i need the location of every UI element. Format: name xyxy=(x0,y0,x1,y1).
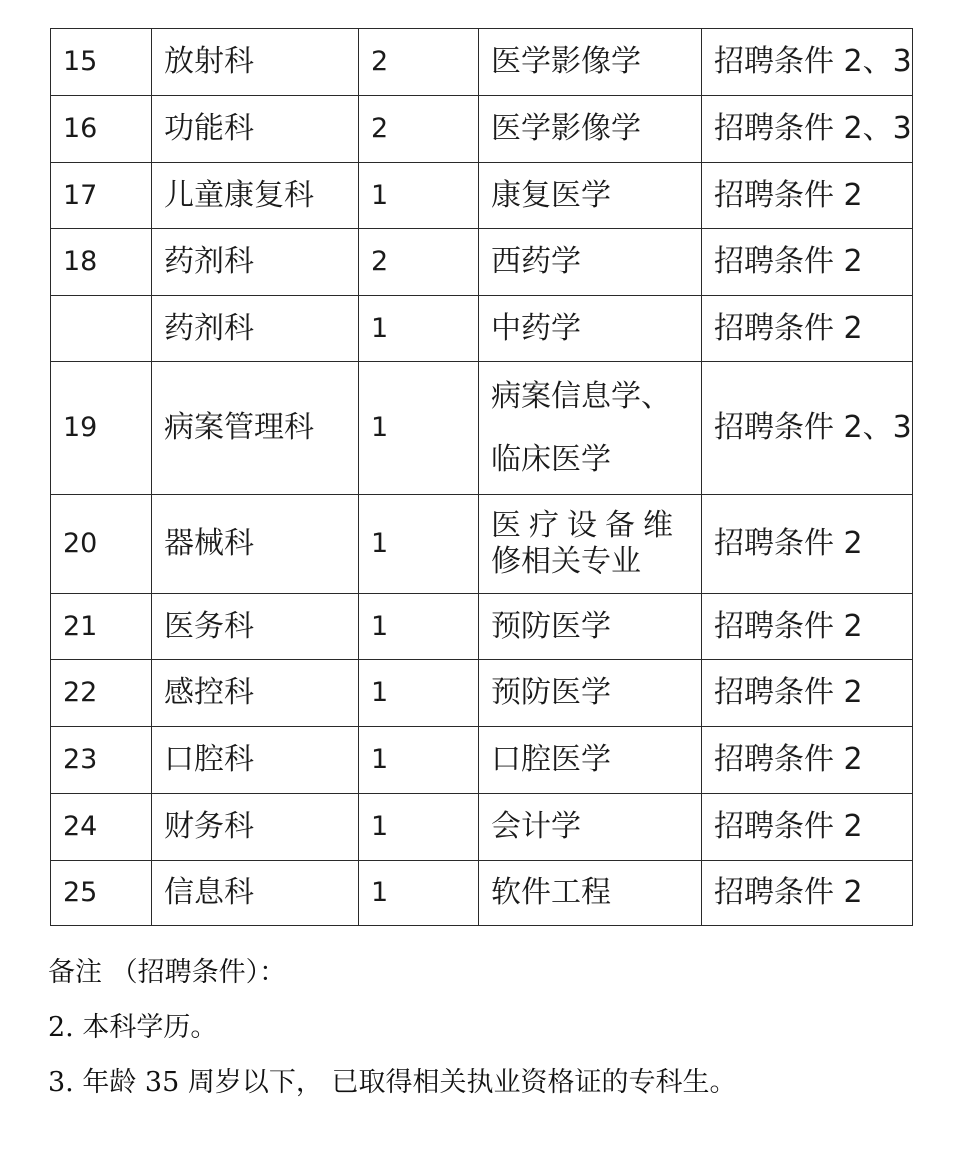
condition-cell: 招聘条件 2 xyxy=(702,495,913,594)
major-cell xyxy=(479,229,702,296)
notes-section xyxy=(48,945,736,1110)
major-cell xyxy=(479,727,702,794)
table-row xyxy=(51,794,913,861)
department-cell: 信息科 xyxy=(152,861,359,926)
recruitment-table-container xyxy=(50,28,912,926)
major-text: 中药学 xyxy=(491,310,581,346)
major-text: 会计学 xyxy=(491,809,581,845)
headcount-cell: 1 xyxy=(359,594,479,660)
major-text: 康复医学 xyxy=(491,177,611,213)
major-text: 医学影像学 xyxy=(491,44,641,80)
condition-cell: 招聘条件 2 xyxy=(702,229,913,296)
department-cell: 医务科 xyxy=(152,594,359,660)
table-row xyxy=(51,163,913,229)
department-cell: 财务科 xyxy=(152,794,359,861)
row-number: 19 xyxy=(51,362,152,495)
table-row xyxy=(51,594,913,660)
notes-item-3: 3. 年龄 35 周岁以下， 已取得相关执业资格证的专科生。 xyxy=(48,1067,737,1098)
table-row xyxy=(51,29,913,96)
major-cell xyxy=(479,96,702,163)
headcount-cell: 1 xyxy=(359,495,479,594)
row-number xyxy=(51,296,152,362)
condition-cell: 招聘条件 2 xyxy=(702,163,913,229)
headcount-cell: 2 xyxy=(359,229,479,296)
condition-cell: 招聘条件 2、3 xyxy=(702,362,913,495)
row-number: 21 xyxy=(51,594,152,660)
row-number: 20 xyxy=(51,495,152,594)
table-row xyxy=(51,362,913,495)
major-text: 预防医学 xyxy=(491,608,611,644)
department-cell: 放射科 xyxy=(152,29,359,96)
row-number: 24 xyxy=(51,794,152,861)
table-row xyxy=(51,96,913,163)
headcount-cell: 2 xyxy=(359,96,479,163)
condition-cell: 招聘条件 2 xyxy=(702,594,913,660)
table-row xyxy=(51,660,913,727)
department-cell: 药剂科 xyxy=(152,229,359,296)
condition-cell: 招聘条件 2、3 xyxy=(702,29,913,96)
headcount-cell: 1 xyxy=(359,794,479,861)
row-number: 18 xyxy=(51,229,152,296)
major-text-line-1: 医疗设备维 xyxy=(491,508,681,543)
major-cell xyxy=(479,163,702,229)
condition-cell: 招聘条件 2、3 xyxy=(702,96,913,163)
headcount-cell: 1 xyxy=(359,861,479,926)
major-text: 软件工程 xyxy=(491,875,611,911)
major-text: 西药学 xyxy=(491,244,581,280)
department-cell: 病案管理科 xyxy=(152,362,359,495)
notes-item-2: 2. 本科学历。 xyxy=(48,1012,218,1043)
major-cell xyxy=(479,296,702,362)
major-text-line-2: 临床医学 xyxy=(491,442,611,477)
table-row xyxy=(51,727,913,794)
condition-cell: 招聘条件 2 xyxy=(702,296,913,362)
department-cell: 药剂科 xyxy=(152,296,359,362)
department-cell: 器械科 xyxy=(152,495,359,594)
department-cell: 感控科 xyxy=(152,660,359,727)
major-cell xyxy=(479,794,702,861)
major-cell xyxy=(479,29,702,96)
table-row xyxy=(51,296,913,362)
headcount-cell: 2 xyxy=(359,29,479,96)
major-text-line-2: 修相关专业 xyxy=(491,544,641,579)
major-cell xyxy=(479,495,702,594)
row-number: 17 xyxy=(51,163,152,229)
major-cell xyxy=(479,861,702,926)
major-text: 预防医学 xyxy=(491,675,611,711)
major-text: 口腔医学 xyxy=(491,742,611,778)
table-row xyxy=(51,495,913,594)
condition-cell: 招聘条件 2 xyxy=(702,861,913,926)
condition-cell: 招聘条件 2 xyxy=(702,727,913,794)
row-number: 23 xyxy=(51,727,152,794)
recruitment-table xyxy=(50,28,913,926)
headcount-cell: 1 xyxy=(359,362,479,495)
major-cell xyxy=(479,660,702,727)
row-number: 25 xyxy=(51,861,152,926)
major-cell xyxy=(479,594,702,660)
row-number: 15 xyxy=(51,29,152,96)
department-cell: 口腔科 xyxy=(152,727,359,794)
major-text: 医学影像学 xyxy=(491,111,641,147)
table-row xyxy=(51,229,913,296)
headcount-cell: 1 xyxy=(359,296,479,362)
department-cell: 儿童康复科 xyxy=(152,163,359,229)
condition-cell: 招聘条件 2 xyxy=(702,660,913,727)
headcount-cell: 1 xyxy=(359,163,479,229)
major-cell xyxy=(479,362,702,495)
condition-cell: 招聘条件 2 xyxy=(702,794,913,861)
notes-heading: 备注 （招聘条件）： xyxy=(48,957,287,988)
headcount-cell: 1 xyxy=(359,727,479,794)
table-row xyxy=(51,861,913,926)
row-number: 16 xyxy=(51,96,152,163)
major-text-line-1: 病案信息学、 xyxy=(491,379,671,414)
row-number: 22 xyxy=(51,660,152,727)
headcount-cell: 1 xyxy=(359,660,479,727)
department-cell: 功能科 xyxy=(152,96,359,163)
